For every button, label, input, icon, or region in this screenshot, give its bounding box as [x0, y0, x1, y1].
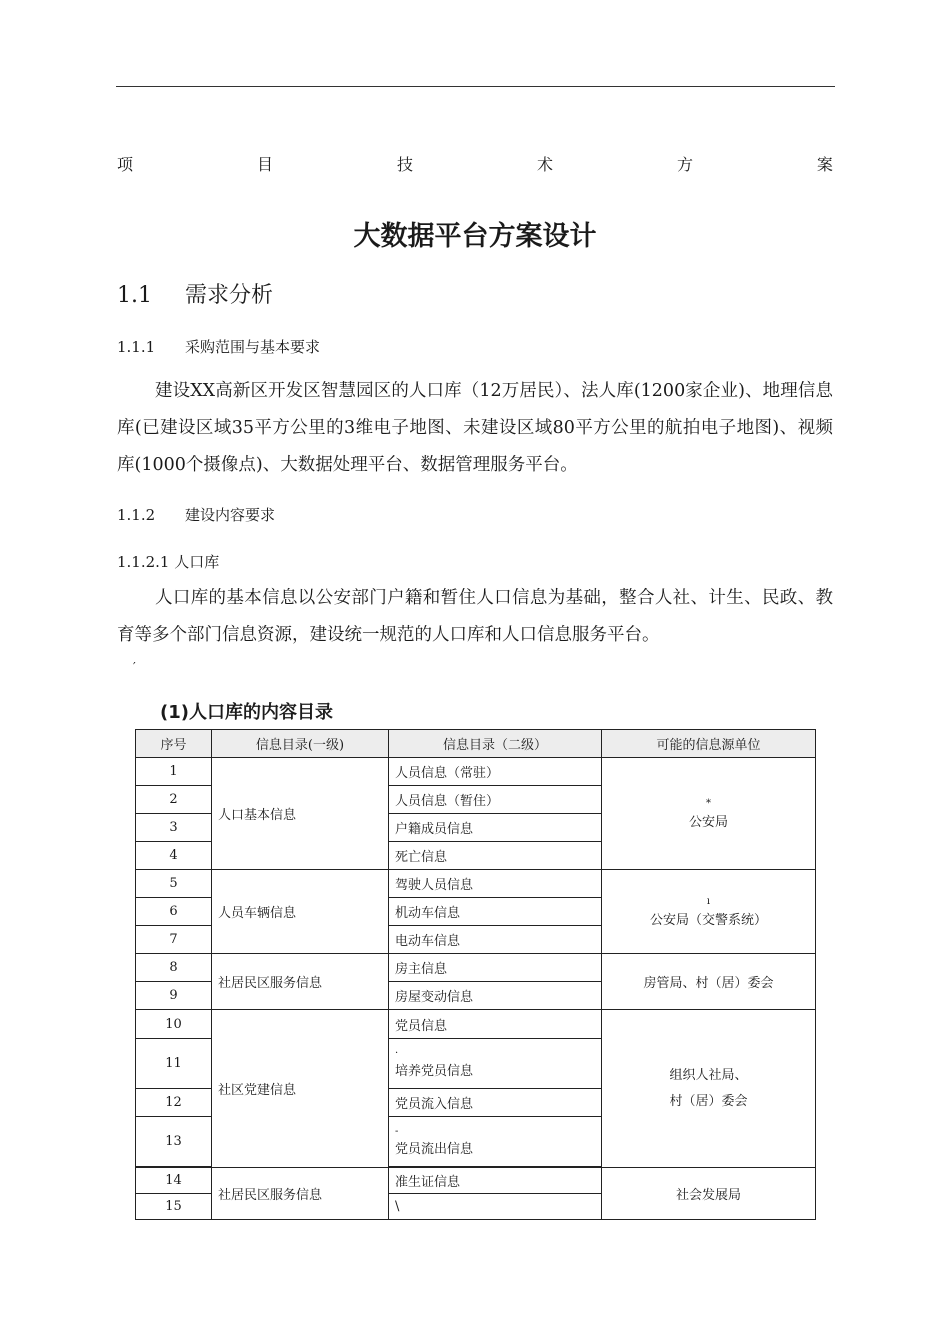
level2-cell: 房屋变动信息	[389, 982, 602, 1010]
level2-cell: 电动车信息	[389, 926, 602, 954]
source-cell	[602, 870, 816, 954]
header-cell-source: 可能的信息源单位	[602, 730, 816, 758]
row-number: 14	[136, 1168, 212, 1194]
table-header-row	[136, 730, 816, 758]
source-cell: 房管局、村（居）委会	[602, 954, 816, 1010]
level2-cell	[389, 1039, 602, 1089]
subsubsection-number: 1.1.2.1	[117, 553, 170, 571]
stray-mark: -	[395, 1126, 399, 1137]
level2-cell: 机动车信息	[389, 898, 602, 926]
header-char: 案	[816, 155, 833, 174]
row-number: 11	[136, 1039, 212, 1089]
source-cell	[602, 758, 816, 870]
level1-cell: 社居民区服务信息	[212, 1168, 389, 1220]
document-title: 大数据平台方案设计	[353, 221, 597, 252]
source-text: 公安局	[688, 815, 728, 830]
row-number: 15	[136, 1194, 212, 1220]
stray-mark: ′	[133, 660, 136, 674]
subsubsection-heading	[117, 551, 219, 572]
row-number: 12	[136, 1089, 212, 1117]
source-line: 村（居）委会	[669, 1093, 748, 1109]
header-cell-level1: 信息目录(一级)	[212, 730, 389, 758]
source-cell	[602, 1010, 816, 1168]
row-number: 3	[136, 814, 212, 842]
table-row	[136, 954, 816, 982]
row-number: 2	[136, 786, 212, 814]
level2-cell: 准生证信息	[389, 1168, 602, 1194]
level2-cell	[389, 1117, 602, 1167]
level2-cell: 房主信息	[389, 954, 602, 982]
level2-cell: 人员信息（暂住）	[389, 786, 602, 814]
row-number: 8	[136, 954, 212, 982]
level2-cell: 党员流入信息	[389, 1089, 602, 1117]
header-char: 方	[676, 155, 693, 174]
row-number: 5	[136, 870, 212, 898]
level2-cell: 驾驶人员信息	[389, 870, 602, 898]
source-cell: 社会发展局	[602, 1168, 816, 1220]
level2-text: 党员流出信息	[395, 1142, 474, 1157]
level2-cell: 死亡信息	[389, 842, 602, 870]
header-cell-level2: 信息目录（二级）	[389, 730, 602, 758]
population-catalog-table	[135, 729, 816, 1220]
header-char: 项	[117, 155, 134, 174]
header-char: 技	[396, 155, 413, 174]
header-cell-no: 序号	[136, 730, 212, 758]
level1-cell: 社区党建信息	[212, 1010, 389, 1168]
table-row	[136, 1168, 816, 1194]
row-number: 6	[136, 898, 212, 926]
table-row	[136, 870, 816, 898]
table-caption: (1)人口库的内容目录	[160, 702, 333, 723]
level1-cell: 人员车辆信息	[212, 870, 389, 954]
section-number: 1.1	[117, 283, 152, 308]
row-number: 1	[136, 758, 212, 786]
row-number: 10	[136, 1010, 212, 1039]
source-line: 组织人社局、	[669, 1067, 748, 1083]
paragraph-population: 人口库的基本信息以公安部门户籍和暂住人口信息为基础，整合人社、计生、民政、教育等多个部门信息资源，建设统一规范的人口库和人口信息服务平台。	[117, 588, 833, 645]
stray-mark: ·	[395, 1048, 399, 1059]
subsection-number: 1.1.2	[117, 506, 156, 524]
level2-cell: \	[389, 1194, 602, 1220]
source-mark: ı	[706, 896, 711, 907]
row-number: 13	[136, 1117, 212, 1167]
source-mark: *	[706, 798, 711, 809]
table-row	[136, 1010, 816, 1039]
header-rule	[116, 86, 835, 87]
subsection-heading-1	[117, 336, 320, 357]
level2-cell: 党员信息	[389, 1010, 602, 1039]
level1-cell: 社居民区服务信息	[212, 954, 389, 1010]
section-heading	[117, 278, 273, 309]
row-number: 7	[136, 926, 212, 954]
header-char: 术	[536, 155, 553, 174]
level2-cell: 人员信息（常驻）	[389, 758, 602, 786]
level2-text: 培养党员信息	[395, 1064, 474, 1079]
subsection-heading-2	[117, 504, 275, 525]
subsubsection-title: 人口库	[174, 553, 220, 571]
row-number: 9	[136, 982, 212, 1010]
running-header	[117, 152, 833, 175]
subsection-title: 采购范围与基本要求	[185, 338, 321, 356]
subsection-number: 1.1.1	[117, 338, 156, 356]
row-number: 4	[136, 842, 212, 870]
level2-cell: 户籍成员信息	[389, 814, 602, 842]
level1-cell: 人口基本信息	[212, 758, 389, 870]
table-row	[136, 758, 816, 786]
subsection-title: 建设内容要求	[185, 506, 276, 524]
header-char: 目	[256, 155, 273, 174]
section-title: 需求分析	[185, 283, 274, 308]
source-text: 公安局（交警系统）	[649, 913, 767, 928]
paragraph-scope: 建设XX高新区开发区智慧园区的人口库（12万居民）、法人库(1200家企业)、地理信息库(已建设区域35平方公里的3维电子地图、未建设区域80平方公里的航拍电子地图)、视频库(1000个摄像点)、大数据处理平台、数据管理服务平台。	[117, 381, 833, 475]
